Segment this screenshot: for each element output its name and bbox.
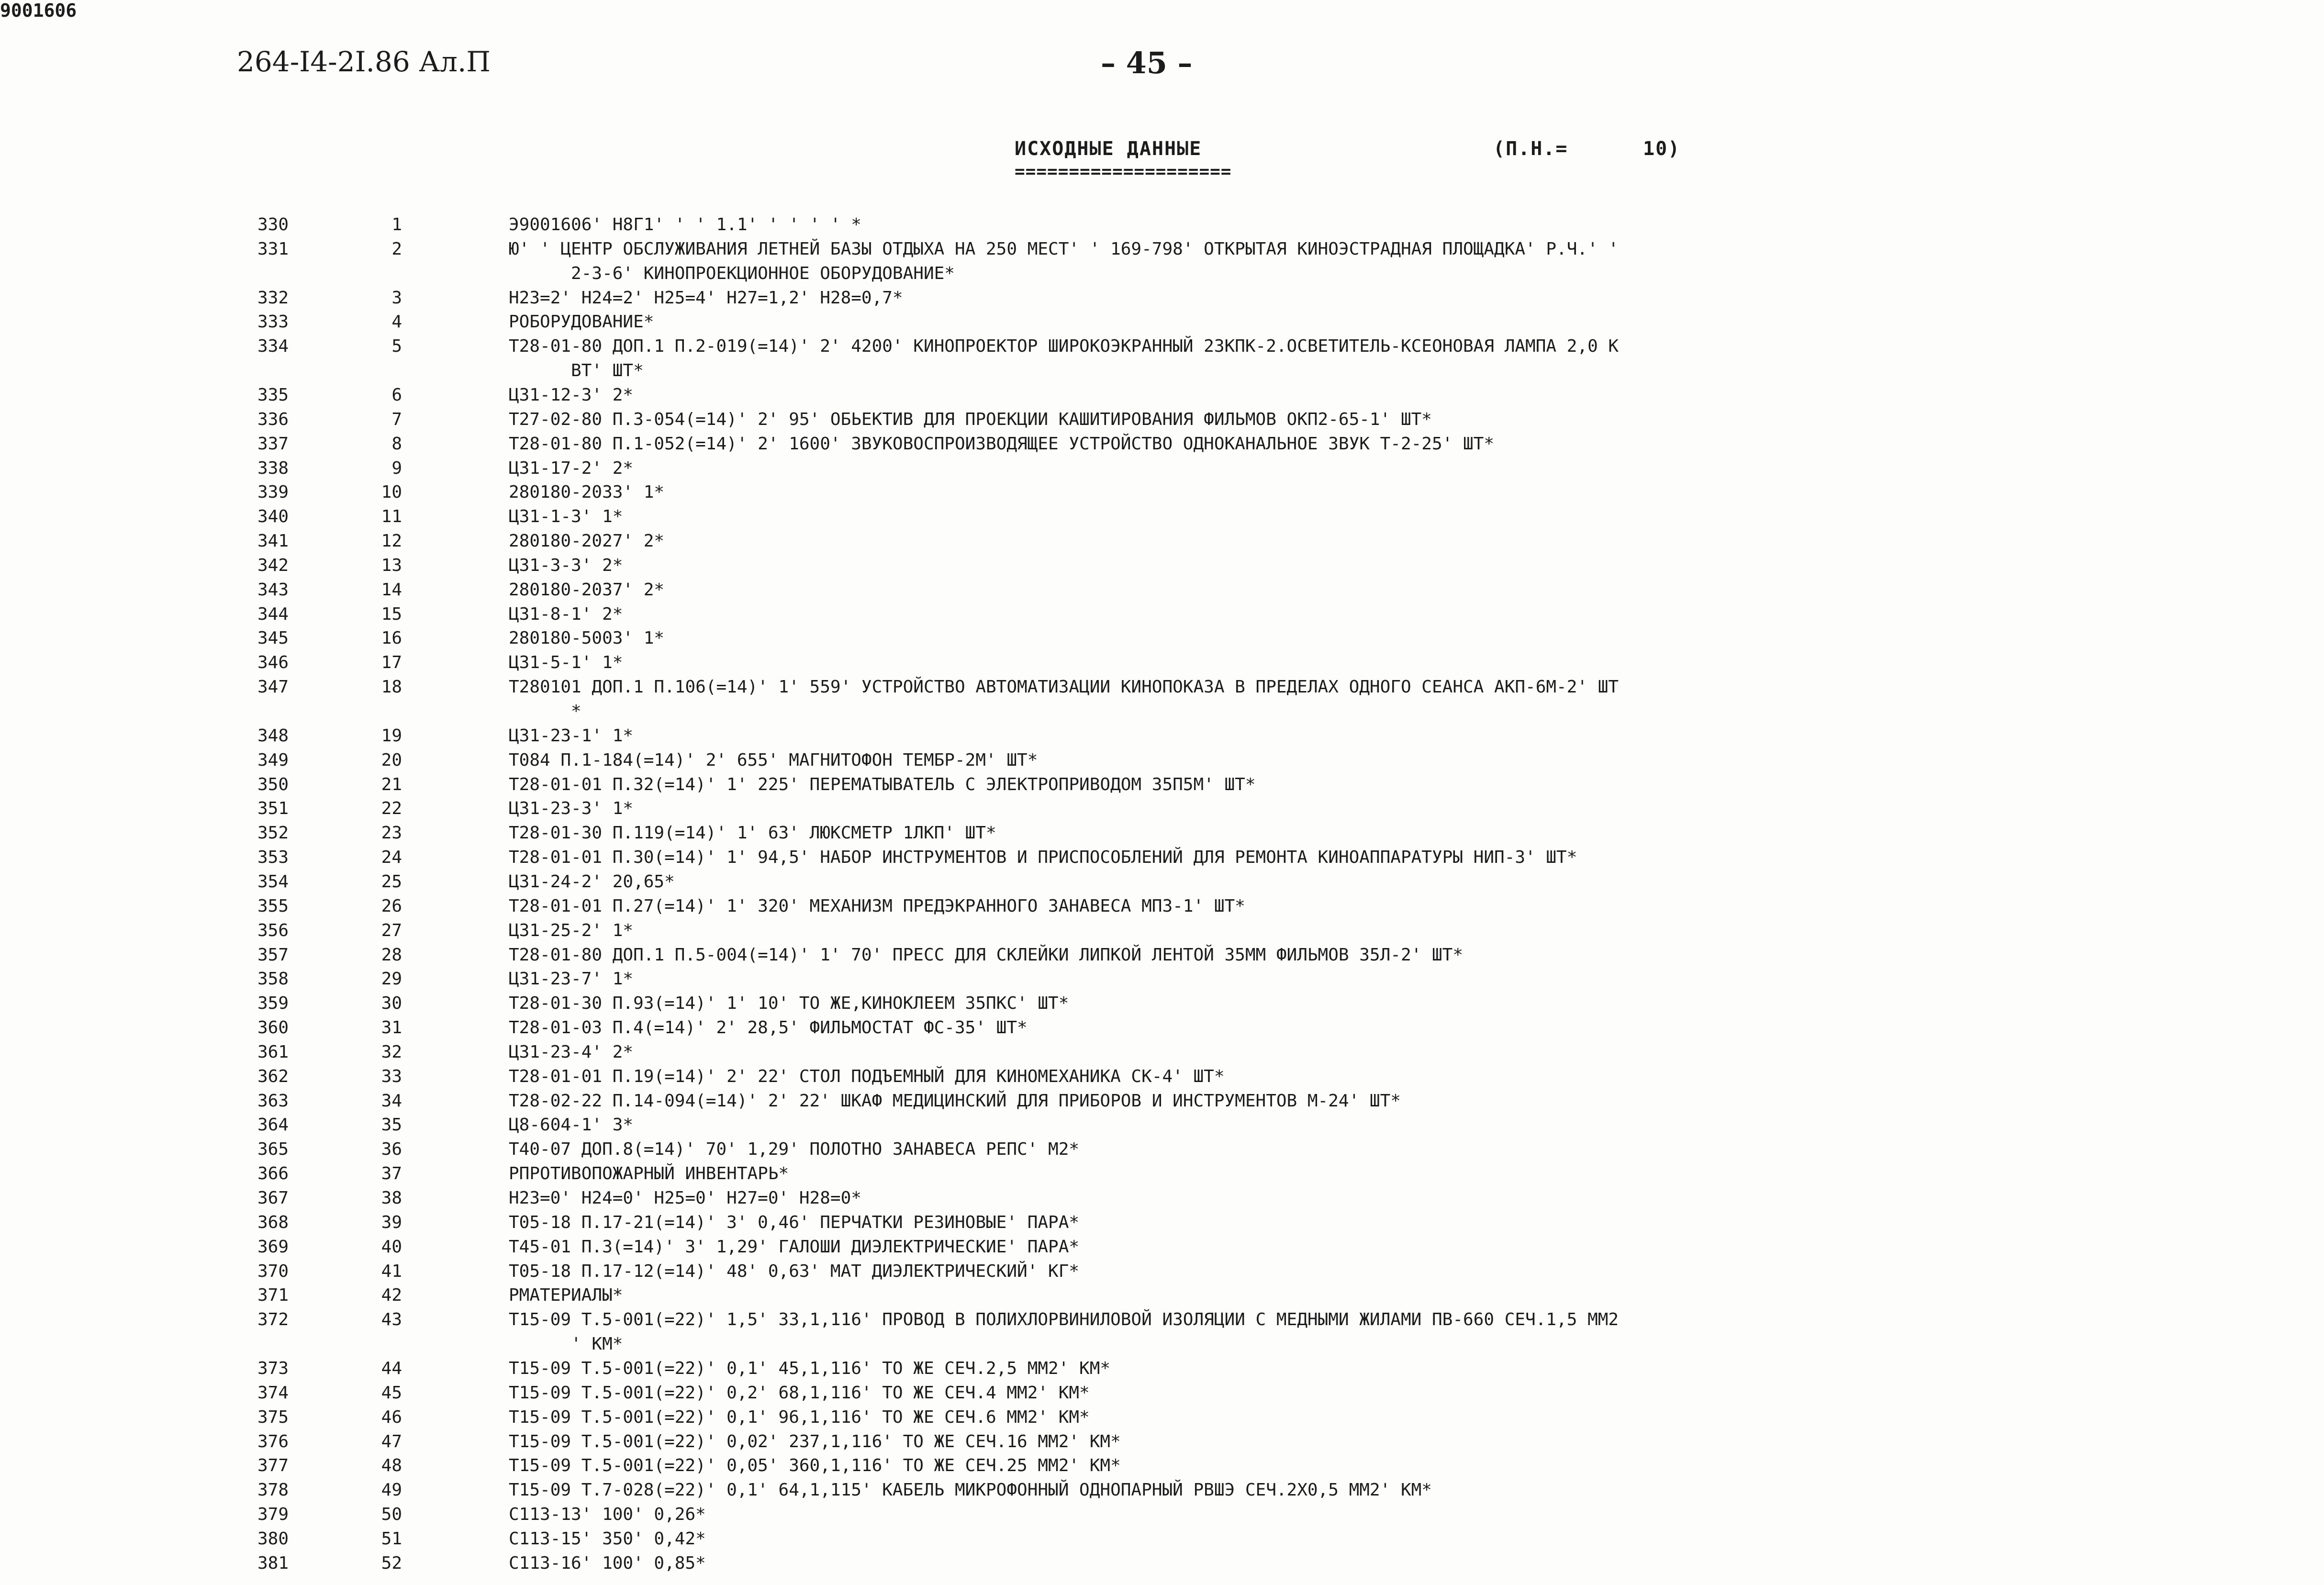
row-index: 8 xyxy=(391,434,402,454)
row-text: С113-15' 350' 0,42* xyxy=(509,1529,706,1549)
row-index: 31 xyxy=(381,1018,402,1038)
row-text: Т45-01 П.3(=14)' 3' 1,29' ГАЛОШИ ДИЭЛЕКТРИЧЕСКИЕ' ПАРА* xyxy=(509,1237,1080,1257)
row-index: 50 xyxy=(381,1505,402,1525)
row-number: 331 xyxy=(257,239,289,259)
row-number: 372 xyxy=(257,1310,289,1330)
row-index: 32 xyxy=(381,1042,402,1062)
row-index: 33 xyxy=(381,1066,402,1086)
row-index: 20 xyxy=(381,750,402,770)
row-number: 370 xyxy=(257,1261,289,1281)
row-number: 357 xyxy=(257,945,289,965)
row-text: Т05-18 П.17-21(=14)' 3' 0,46' ПЕРЧАТКИ РЕЗИНОВЫЕ' ПАРА* xyxy=(509,1212,1080,1232)
row-text: Т15-09 Т.5-001(=22)' 0,02' 237,1,116' ТО ЖЕ СЕЧ.16 ММ2' КМ* xyxy=(509,1431,1121,1451)
row-text: Ц31-23-7' 1* xyxy=(509,969,634,989)
row-text: Ц31-1-3' 1* xyxy=(509,507,623,527)
row-number: 379 xyxy=(257,1505,289,1525)
row-number: 344 xyxy=(257,604,289,624)
row-number: 332 xyxy=(257,288,289,308)
row-index: 28 xyxy=(381,945,402,965)
row-number: 340 xyxy=(257,507,289,527)
row-text: Ц8-604-1' 3* xyxy=(509,1115,634,1135)
row-index: 37 xyxy=(381,1164,402,1184)
row-index: 39 xyxy=(381,1212,402,1232)
row-number: 356 xyxy=(257,920,289,940)
row-index: 30 xyxy=(381,993,402,1014)
row-text: Т28-02-22 П.14-094(=14)' 2' 22' ШКАФ МЕДИЦИНСКИЙ ДЛЯ ПРИБОРОВ И ИНСТРУМЕНТОВ М-24' ШТ* xyxy=(509,1091,1401,1111)
row-text: 280180-2037' 2* xyxy=(509,580,665,600)
row-number: 338 xyxy=(257,458,289,478)
row-text: Ц31-17-2' 2* xyxy=(509,458,634,478)
row-text: Т28-01-01 П.19(=14)' 2' 22' СТОЛ ПОДЪЕМНЫЙ ДЛЯ КИНОМЕХАНИКА СК-4' ШТ* xyxy=(509,1066,1225,1086)
row-number: 351 xyxy=(257,799,289,819)
row-number: 347 xyxy=(257,677,289,697)
row-text: Т28-01-30 П.93(=14)' 1' 10' ТО ЖЕ,КИНОКЛЕЕМ 35ПКС' ШТ* xyxy=(509,993,1069,1014)
row-text: Т28-01-80 ДОП.1 П.2-019(=14)' 2' 4200' КИНОПРОЕКТОР ШИРОКОЭКРАННЫЙ 23КПК-2.ОСВЕТИТЕЛЬ-КСЕОНОВАЯ ЛАМПА 2,0 К xyxy=(509,336,1619,357)
row-text: Ц31-23-1' 1* xyxy=(509,726,634,746)
row-number: 378 xyxy=(257,1480,289,1500)
row-index: 1 xyxy=(391,215,402,234)
row-number: 363 xyxy=(257,1091,289,1111)
row-number: 346 xyxy=(257,653,289,673)
row-text: Ц31-24-2' 20,65* xyxy=(509,871,675,892)
row-text-continuation: ' КМ* xyxy=(509,1334,623,1354)
row-index: 2 xyxy=(391,239,402,259)
row-number: 373 xyxy=(257,1358,289,1378)
row-number: 374 xyxy=(257,1383,289,1403)
row-text: Т084 П.1-184(=14)' 2' 655' МАГНИТОФОН ТЕМБР-2М' ШТ* xyxy=(509,750,1038,770)
row-index: 25 xyxy=(381,871,402,892)
row-number: 333 xyxy=(257,312,289,332)
row-index: 15 xyxy=(381,604,402,624)
row-text: РОБОРУДОВАНИЕ* xyxy=(509,312,654,332)
row-number: 348 xyxy=(257,726,289,746)
row-number: 337 xyxy=(257,434,289,454)
row-number: 359 xyxy=(257,993,289,1014)
row-text: РМАТЕРИАЛЫ* xyxy=(509,1285,623,1306)
row-number: 354 xyxy=(257,871,289,892)
row-index: 9 xyxy=(391,458,402,478)
row-number: 349 xyxy=(257,750,289,770)
row-text: Т28-01-01 П.32(=14)' 1' 225' ПЕРЕМАТЫВАТЕЛЬ С ЭЛЕКТРОПРИВОДОМ 35П5М' ШТ* xyxy=(509,774,1256,794)
row-text: Ц31-12-3' 2* xyxy=(509,385,634,405)
row-number: 366 xyxy=(257,1164,289,1184)
row-index: 27 xyxy=(381,920,402,940)
row-number: 336 xyxy=(257,409,289,429)
row-index: 14 xyxy=(381,580,402,600)
row-number: 335 xyxy=(257,385,289,405)
row-text: Т28-01-80 П.1-052(=14)' 2' 1600' ЗВУКОВОСПРОИЗВОДЯЩЕЕ УСТРОЙСТВО ОДНОКАНАЛЬНОЕ ЗВУК Т-2-25' ШТ* xyxy=(509,434,1495,454)
row-index: 40 xyxy=(381,1237,402,1257)
row-index: 7 xyxy=(391,409,402,429)
row-text: С113-13' 100' 0,26* xyxy=(509,1505,706,1525)
row-index: 35 xyxy=(381,1115,402,1135)
row-text: Т27-02-80 П.3-054(=14)' 2' 95' ОБЬЕКТИВ ДЛЯ ПРОЕКЦИИ КАШИТИРОВАНИЯ ФИЛЬМОВ ОКП2-65-1' ШТ* xyxy=(509,409,1432,429)
row-number: 334 xyxy=(257,336,289,357)
row-text: Т28-01-01 П.27(=14)' 1' 320' МЕХАНИЗМ ПРЕДЭКРАННОГО ЗАНАВЕСА МПЗ-1' ШТ* xyxy=(509,896,1245,916)
row-index: 19 xyxy=(381,726,402,746)
row-text: Т15-09 Т.5-001(=22)' 0,1' 96,1,116' ТО ЖЕ СЕЧ.6 ММ2' КМ* xyxy=(509,1407,1090,1427)
row-index: 41 xyxy=(381,1261,402,1281)
row-text: Т15-09 Т.5-001(=22)' 0,05' 360,1,116' ТО ЖЕ СЕЧ.25 ММ2' КМ* xyxy=(509,1456,1121,1476)
row-index: 52 xyxy=(381,1553,402,1573)
row-index: 45 xyxy=(381,1383,402,1403)
row-number: 371 xyxy=(257,1285,289,1306)
row-text: Т05-18 П.17-12(=14)' 48' 0,63' МАТ ДИЭЛЕКТРИЧЕСКИЙ' КГ* xyxy=(509,1261,1080,1281)
row-text: Ц31-23-4' 2* xyxy=(509,1042,634,1062)
row-index: 17 xyxy=(381,653,402,673)
row-index: 44 xyxy=(381,1358,402,1378)
row-text: 280180-2033' 1* xyxy=(509,482,665,502)
row-text: Т28-01-01 П.30(=14)' 1' 94,5' НАБОР ИНСТРУМЕНТОВ И ПРИСПОСОБЛЕНИЙ ДЛЯ РЕМОНТА КИНОАППАРАТУРЫ НИП-3' ШТ* xyxy=(509,848,1577,868)
row-index: 48 xyxy=(381,1456,402,1476)
row-text: Т15-09 Т.7-028(=22)' 0,1' 64,1,115' КАБЕЛЬ МИКРОФОННЫЙ ОДНОПАРНЫЙ РВШЭ СЕЧ.2Х0,5 ММ2' КМ* xyxy=(509,1480,1432,1500)
row-index: 12 xyxy=(381,531,402,551)
row-number: 362 xyxy=(257,1066,289,1086)
row-number: 342 xyxy=(257,555,289,575)
section-title: ИСХОДНЫЕ ДАННЫЕ xyxy=(1015,138,1202,160)
row-index: 46 xyxy=(381,1407,402,1427)
row-index: 18 xyxy=(381,677,402,697)
row-text-continuation: ВТ' ШТ* xyxy=(509,361,644,381)
row-text: Т28-01-80 ДОП.1 П.5-004(=14)' 1' 70' ПРЕСС ДЛЯ СКЛЕЙКИ ЛИПКОЙ ЛЕНТОЙ 35ММ ФИЛЬМОВ 35Л-2' ШТ* xyxy=(509,945,1463,965)
row-text: Т15-09 Т.5-001(=22)' 0,2' 68,1,116' ТО ЖЕ СЕЧ.4 ММ2' КМ* xyxy=(509,1383,1090,1403)
row-text: Т28-01-03 П.4(=14)' 2' 28,5' ФИЛЬМОСТАТ ФС-35' ШТ* xyxy=(509,1018,1028,1038)
row-index: 51 xyxy=(381,1529,402,1549)
row-number: 350 xyxy=(257,774,289,794)
row-index: 4 xyxy=(391,312,402,332)
row-text: Н23=0' Н24=0' Н25=0' Н27=0' Н28=0* xyxy=(509,1188,861,1208)
row-text: Т280101 ДОП.1 П.106(=14)' 1' 559' УСТРОЙСТВО АВТОМАТИЗАЦИИ КИНОПОКАЗА В ПРЕДЕЛАХ ОДНОГО СЕАНСА АКП-6М-2' ШТ xyxy=(509,677,1619,697)
row-index: 36 xyxy=(381,1139,402,1160)
row-text: С113-16' 100' 0,85* xyxy=(509,1553,706,1573)
row-index: 24 xyxy=(381,848,402,868)
row-text: Ц31-23-3' 1* xyxy=(509,799,634,819)
row-text: Ц31-3-3' 2* xyxy=(509,555,623,575)
row-number: 364 xyxy=(257,1115,289,1135)
row-index: 26 xyxy=(381,896,402,916)
row-text: Ц31-5-1' 1* xyxy=(509,653,623,673)
row-number: 376 xyxy=(257,1431,289,1451)
row-index: 22 xyxy=(381,799,402,819)
row-number: 353 xyxy=(257,848,289,868)
document-number: 9001606 xyxy=(0,0,77,21)
row-number: 345 xyxy=(257,628,289,648)
row-index: 34 xyxy=(381,1091,402,1111)
row-index: 13 xyxy=(381,555,402,575)
row-number: 355 xyxy=(257,896,289,916)
row-index: 43 xyxy=(381,1310,402,1330)
row-index: 42 xyxy=(381,1285,402,1306)
row-number: 358 xyxy=(257,969,289,989)
row-text: Т28-01-30 П.119(=14)' 1' 63' ЛЮКСМЕТР 1ЛКП' ШТ* xyxy=(509,823,996,843)
row-text: Н23=2' Н24=2' Н25=4' Н27=1,2' Н28=0,7* xyxy=(509,288,903,308)
row-number: 341 xyxy=(257,531,289,551)
row-number: 381 xyxy=(257,1553,289,1573)
row-number: 380 xyxy=(257,1529,289,1549)
page-number: – 45 – xyxy=(1101,45,1193,80)
row-text: 280180-5003' 1* xyxy=(509,628,665,648)
row-text: Т15-09 Т.5-001(=22)' 0,1' 45,1,116' ТО ЖЕ СЕЧ.2,5 ММ2' КМ* xyxy=(509,1358,1111,1378)
row-number: 368 xyxy=(257,1212,289,1232)
row-number: 369 xyxy=(257,1237,289,1257)
row-text-continuation: * xyxy=(509,702,581,721)
row-number: 367 xyxy=(257,1188,289,1208)
row-index: 10 xyxy=(381,482,402,502)
row-index: 47 xyxy=(381,1431,402,1451)
row-text: Ю' ' ЦЕНТР ОБСЛУЖИВАНИЯ ЛЕТНЕЙ БАЗЫ ОТДЫХА НА 250 МЕСТ' ' 169-798' ОТКРЫТАЯ КИНОЭСТРАДНАЯ ПЛОЩАДКА' Р.Ч.' ' xyxy=(509,239,1619,259)
row-index: 21 xyxy=(381,774,402,794)
row-text: 280180-2027' 2* xyxy=(509,531,665,551)
row-index: 11 xyxy=(381,507,402,527)
row-text: РПРОТИВОПОЖАРНЫЙ ИНВЕНТАРЬ* xyxy=(509,1164,789,1184)
row-index: 38 xyxy=(381,1188,402,1208)
row-text: Т15-09 Т.5-001(=22)' 1,5' 33,1,116' ПРОВОД В ПОЛИХЛОРВИНИЛОВОЙ ИЗОЛЯЦИИ С МЕДНЫМИ ЖИЛАМИ ПВ-660 СЕЧ.1,5 ММ2 xyxy=(509,1310,1619,1330)
row-number: 365 xyxy=(257,1139,289,1160)
row-number: 330 xyxy=(257,215,289,234)
row-text: Ц31-8-1' 2* xyxy=(509,604,623,624)
row-number: 375 xyxy=(257,1407,289,1427)
row-index: 5 xyxy=(391,336,402,357)
row-number: 352 xyxy=(257,823,289,843)
row-index: 3 xyxy=(391,288,402,308)
row-number: 360 xyxy=(257,1018,289,1038)
document-code: 264-I4-2I.86 Ал.П xyxy=(237,45,491,78)
row-text: Э9001606' Н8Г1' ' ' 1.1' ' ' ' ' * xyxy=(509,215,861,234)
section-parameter: (П.Н.= 10) xyxy=(1493,138,1681,160)
row-text: Ц31-25-2' 1* xyxy=(509,920,634,940)
row-number: 361 xyxy=(257,1042,289,1062)
row-index: 23 xyxy=(381,823,402,843)
row-index: 16 xyxy=(381,628,402,648)
row-number: 377 xyxy=(257,1456,289,1476)
row-text: Т40-07 ДОП.8(=14)' 70' 1,29' ПОЛОТНО ЗАНАВЕСА РЕПС' М2* xyxy=(509,1139,1080,1160)
row-number: 339 xyxy=(257,482,289,502)
row-text-continuation: 2-3-6' КИНОПРОЕКЦИОННОЕ ОБОРУДОВАНИЕ* xyxy=(509,263,955,283)
row-index: 29 xyxy=(381,969,402,989)
section-title-underline: ==================== xyxy=(1015,162,1232,181)
row-number: 343 xyxy=(257,580,289,600)
row-index: 49 xyxy=(381,1480,402,1500)
row-index: 6 xyxy=(391,385,402,405)
